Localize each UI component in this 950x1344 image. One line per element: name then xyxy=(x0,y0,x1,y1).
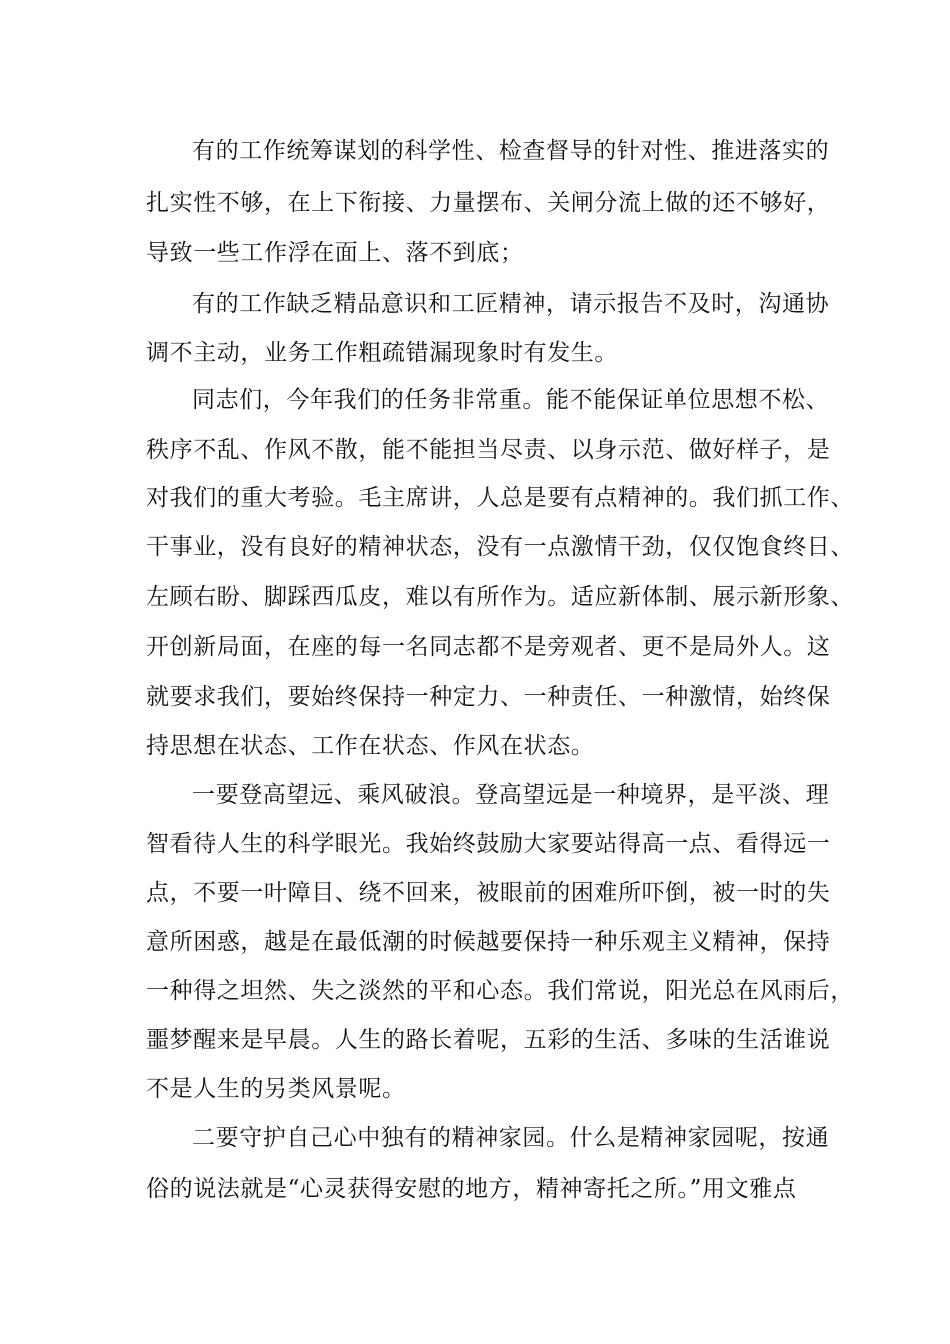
paragraph-2-line-2: 调不主动，业务工作粗疏错漏现象时有发生。 xyxy=(146,340,618,366)
paragraph-4-line-6: 噩梦醒来是早晨。人生的路长着呢，五彩的生活、多味的生活谁说 xyxy=(146,1027,831,1053)
paragraph-3-line-1: 同志们，今年我们的任务非常重。能不能保证单位思想不松、 xyxy=(192,387,830,413)
paragraph-5-line-2: 俗的说法就是“心灵获得安慰的地方，精神寄托之所。”用文雅点 xyxy=(146,1176,797,1202)
paragraph-3-line-6: 开创新局面，在座的每一名同志都不是旁观者、更不是局外人。这 xyxy=(146,634,831,660)
paragraph-3-line-7: 就要求我们，要始终保持一种定力、一种责任、一种激情，始终保 xyxy=(146,684,831,710)
paragraph-4-line-1: 一要登高望远、乘风破浪。登高望远是一种境界，是平淡、理 xyxy=(192,782,830,808)
paragraph-1-line-3: 导致一些工作浮在面上、落不到底； xyxy=(146,240,524,266)
paragraph-4-line-5: 一种得之坦然、失之淡然的平和心态。我们常说，阳光总在风雨后， xyxy=(146,978,854,1004)
paragraph-4-line-3: 点，不要一叶障目、绕不回来，被眼前的困难所吓倒，被一时的失 xyxy=(146,880,831,906)
paragraph-4-line-4: 意所困惑，越是在最低潮的时候越要保持一种乐观主义精神，保持 xyxy=(146,929,831,955)
paragraph-4-line-7: 不是人生的另类风景呢。 xyxy=(146,1076,406,1102)
paragraph-3-line-8: 持思想在状态、工作在状态、作风在状态。 xyxy=(146,733,595,759)
paragraph-4-line-2: 智看待人生的科学眼光。我始终鼓励大家要站得高一点、看得远一 xyxy=(146,831,831,857)
paragraph-3-line-4: 干事业，没有良好的精神状态，没有一点激情干劲，仅仅饱食终日、 xyxy=(146,534,854,560)
paragraph-3-line-3: 对我们的重大考验。毛主席讲，人总是要有点精神的。我们抓工作、 xyxy=(146,485,854,511)
paragraph-2-line-1: 有的工作缺乏精品意识和工匠精神，请示报告不及时，沟通协 xyxy=(192,291,830,317)
paragraph-1-line-2: 扎实性不够，在上下衔接、力量摆布、关闸分流上做的还不够好， xyxy=(146,190,831,216)
paragraph-3-line-2: 秩序不乱、作风不散，能不能担当尽责、以身示范、做好样子，是 xyxy=(146,437,831,463)
paragraph-1-line-1: 有的工作统筹谋划的科学性、检查督导的针对性、推进落实的 xyxy=(192,138,830,164)
paragraph-3-line-5: 左顾右盼、脚踩西瓜皮，难以有所作为。适应新体制、展示新形象、 xyxy=(146,584,854,610)
paragraph-5-line-1: 二要守护自己心中独有的精神家园。什么是精神家园呢，按通 xyxy=(192,1125,830,1151)
